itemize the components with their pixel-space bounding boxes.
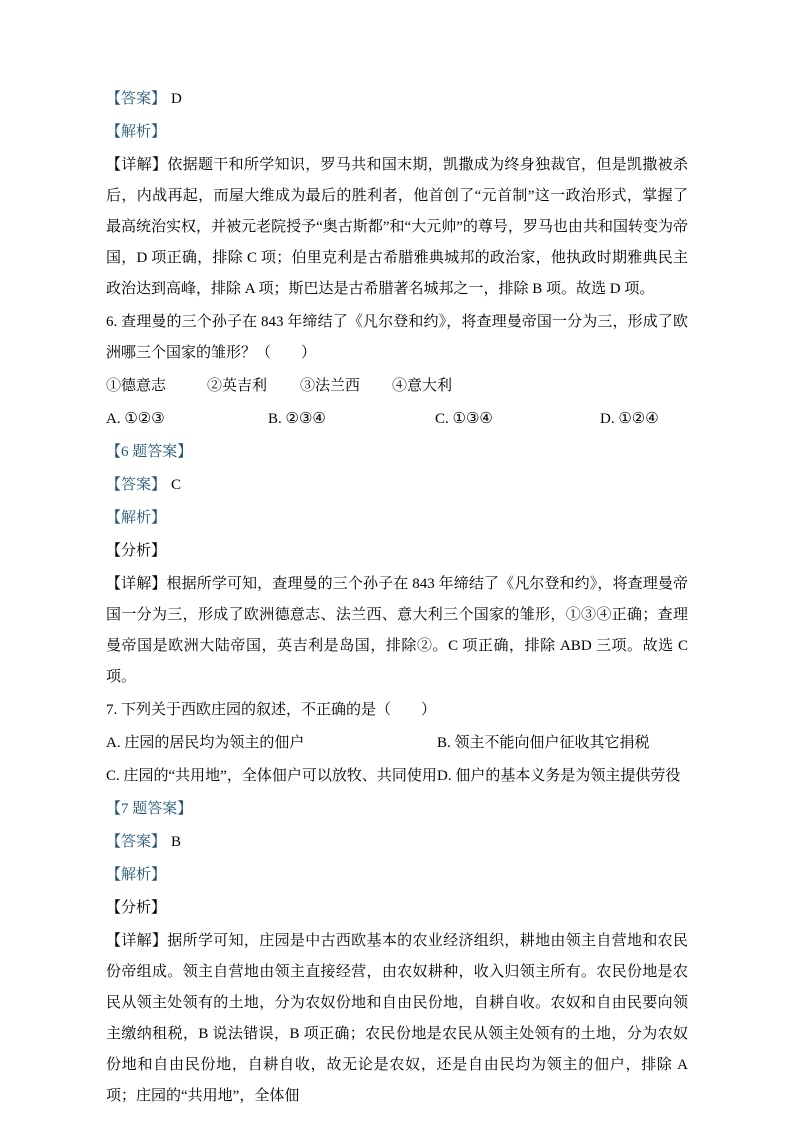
q7-answer-heading: 【7 题答案】 — [106, 801, 193, 817]
q5-jiexi-label: 【解析】 — [106, 124, 167, 140]
q7-option-d: D. 佃户的基本义务是为领主提供劳役 — [437, 768, 681, 784]
q6-answer-line — [106, 470, 688, 501]
q6-stem: 6. 查理曼的三个孙子在 843 年缔结了《凡尔登和约》，将查理曼帝国一分为三，形成了欧洲哪三个国家的雏形？（ ） — [106, 314, 688, 361]
q7-fenxi-label: 【分析】 — [106, 900, 167, 916]
q5-detail-paragraph: 【详解】依据题干和所学知识，罗马共和国末期，凯撒成为终身独裁官，但是凯撒被杀后，内战再起，而屋大维成为最后的胜利者，他首创了“元首制”这一政治形式，掌握了最高统治实权，并被元老院授予“奥古斯都”和“大元帅”的尊号，罗马也由共和国转变为帝国，D 项正确，排除 C 项；伯里克利是古希腊雅典城邦的政治家，他执政时期雅典民主政治达到高峰，排除 A 项；斯巴达是古希腊著名城邦之一，排除 B 项。故选 D 项。 — [106, 157, 688, 297]
q6-option-a: A. ①②③ — [106, 411, 165, 427]
q6-numbered-item-2: ②英吉利 — [207, 378, 268, 394]
q6-answer-heading: 【6 题答案】 — [106, 444, 193, 460]
q7-option-c: C. 庄园的“共用地”，全体佃户可以放牧、共同使用 — [106, 768, 437, 784]
q7-answer-line — [106, 827, 688, 858]
q6-numbered-item-1: ①德意志 — [106, 378, 167, 394]
q5-answer-line — [106, 84, 688, 115]
q6-numbered-row — [106, 371, 688, 402]
q7-option-b: B. 领主不能向佃户征收其它捐税 — [437, 735, 650, 751]
page-content — [106, 84, 688, 1114]
q6-fenxi-label: 【分析】 — [106, 543, 167, 559]
q7-jiexi-label: 【解析】 — [106, 867, 167, 883]
q6-answer-label: 【答案】 — [106, 477, 167, 493]
q5-answer-value: D — [171, 91, 182, 107]
q6-option-d: D. ①②④ — [600, 411, 659, 427]
q6-numbered-item-3: ③法兰西 — [300, 378, 361, 394]
q6-detail-paragraph: 【详解】根据所学可知，查理曼的三个孙子在 843 年缔结了《凡尔登和约》，将查理曼帝国一分为三，形成了欧洲德意志、法兰西、意大利三个国家的雏形，①③④正确；查理曼帝国是欧洲大陆帝国，英吉利是岛国，排除②。C 项正确，排除 ABD 三项。故选 C 项。 — [106, 576, 688, 685]
q5-answer-label: 【答案】 — [106, 91, 167, 107]
q6-numbered-item-4: ④意大利 — [392, 378, 453, 394]
q7-options-row-2 — [106, 761, 688, 792]
q6-option-c: C. ①③④ — [435, 411, 493, 427]
q7-stem: 7. 下列关于西欧庄园的叙述，不正确的是（ ） — [106, 702, 437, 718]
q6-options-row — [106, 404, 688, 435]
q7-answer-value: B — [171, 834, 182, 850]
q6-jiexi-label: 【解析】 — [106, 510, 167, 526]
q7-option-a: A. 庄园的居民均为领主的佃户 — [106, 735, 305, 751]
q6-answer-value: C — [171, 477, 182, 493]
q7-answer-label: 【答案】 — [106, 834, 167, 850]
q7-detail-paragraph: 【详解】据所学可知，庄园是中古西欧基本的农业经济组织，耕地由领主自营地和农民份帝组成。领主自营地由领主直接经营，由农奴耕种，收入归领主所有。农民份地是农民从领主处领有的土地，分为农奴份地和自由民份地，自耕自收。农奴和自由民要向领主缴纳租税，B 说法错误，B 项正确；农民份地是农民从领主处领有的土地，分为农奴份地和自由民份地，自耕自收，故无论是农奴，还是自由民均为领主的佃户，排除 A 项；庄园的“共用地”，全体佃 — [106, 933, 688, 1104]
q7-options-row-1 — [106, 728, 688, 759]
q6-option-b: B. ②③④ — [268, 411, 326, 427]
